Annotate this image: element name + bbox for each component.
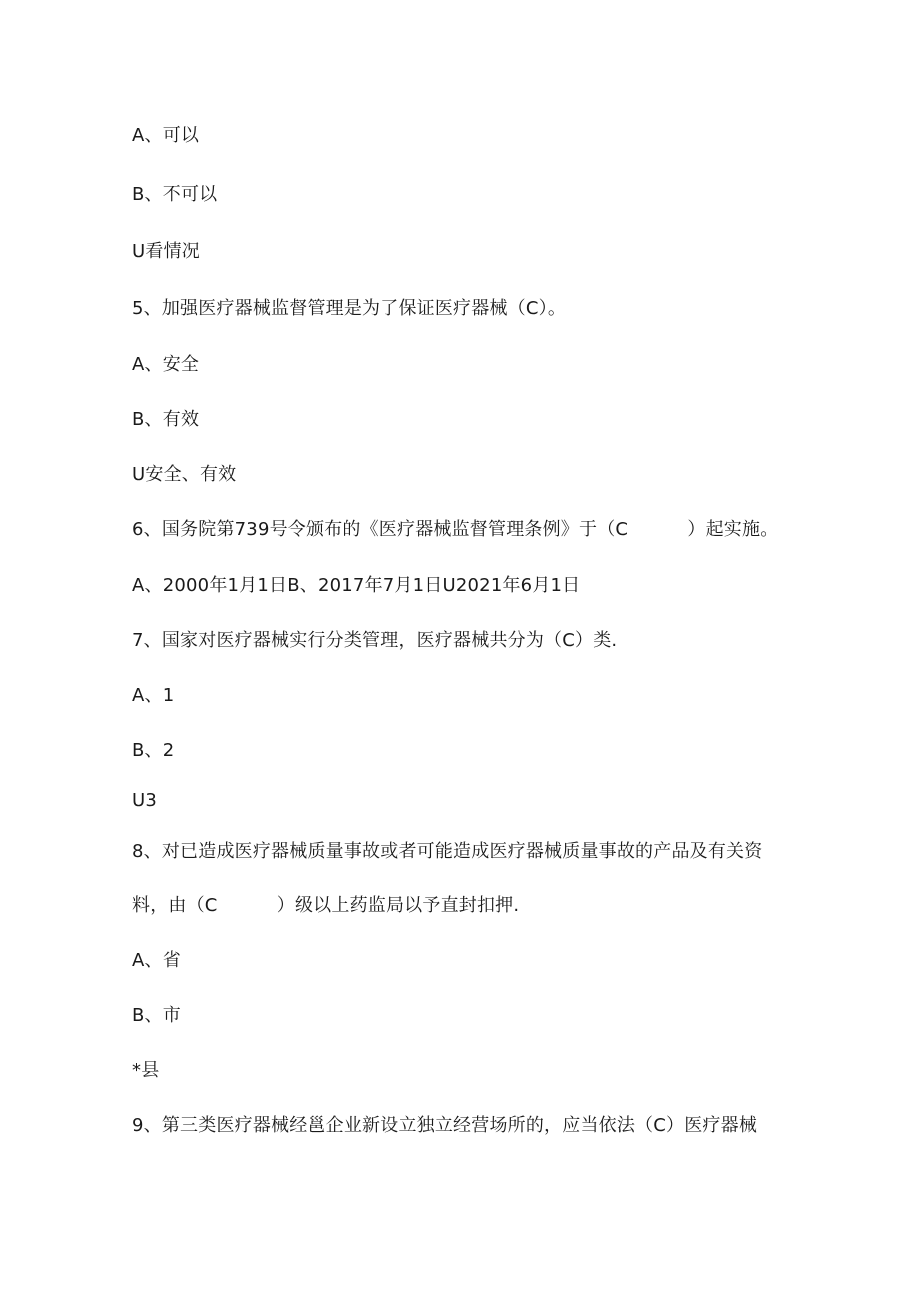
option-a-line: A、省 [132,950,181,971]
question-8-line-1: 8、对已造成医疗器械质量事故或者可能造成医疗器械质量事故的产品及有关资 [132,841,763,862]
option-a-line: A、安全 [132,354,200,375]
option-a-line: A、1 [132,685,175,706]
option-b-line: B、2 [132,740,175,761]
option-c-line: U看情况 [132,241,200,262]
question-5: 5、加强医疗器械监督管理是为了保证医疗器械（C）。 [132,298,567,319]
question-8-line-2: 料，由（C ）级以上药监局以予直封扣押. [132,895,520,916]
option-a-line: A、可以 [132,125,200,146]
option-c-line: U3 [132,790,158,811]
options-line: A、2000年1月1日B、2017年7月1日U2021年6月1日 [132,575,581,596]
question-7: 7、国家对医疗器械实行分类管理，医疗器械共分为（C）类. [132,630,618,651]
option-b-line: B、不可以 [132,184,218,205]
question-9: 9、第三类医疗器械经邕企业新设立独立经营场所的，应当依法（C）医疗器械 [132,1115,758,1136]
option-b-line: B、有效 [132,409,200,430]
question-6: 6、国务院第739号令颁布的《医疗器械监督管理条例》于（C ）起实施。 [132,519,779,540]
option-c-line: *县 [132,1060,160,1081]
option-c-line: U安全、有效 [132,464,237,485]
option-b-line: B、市 [132,1005,181,1026]
